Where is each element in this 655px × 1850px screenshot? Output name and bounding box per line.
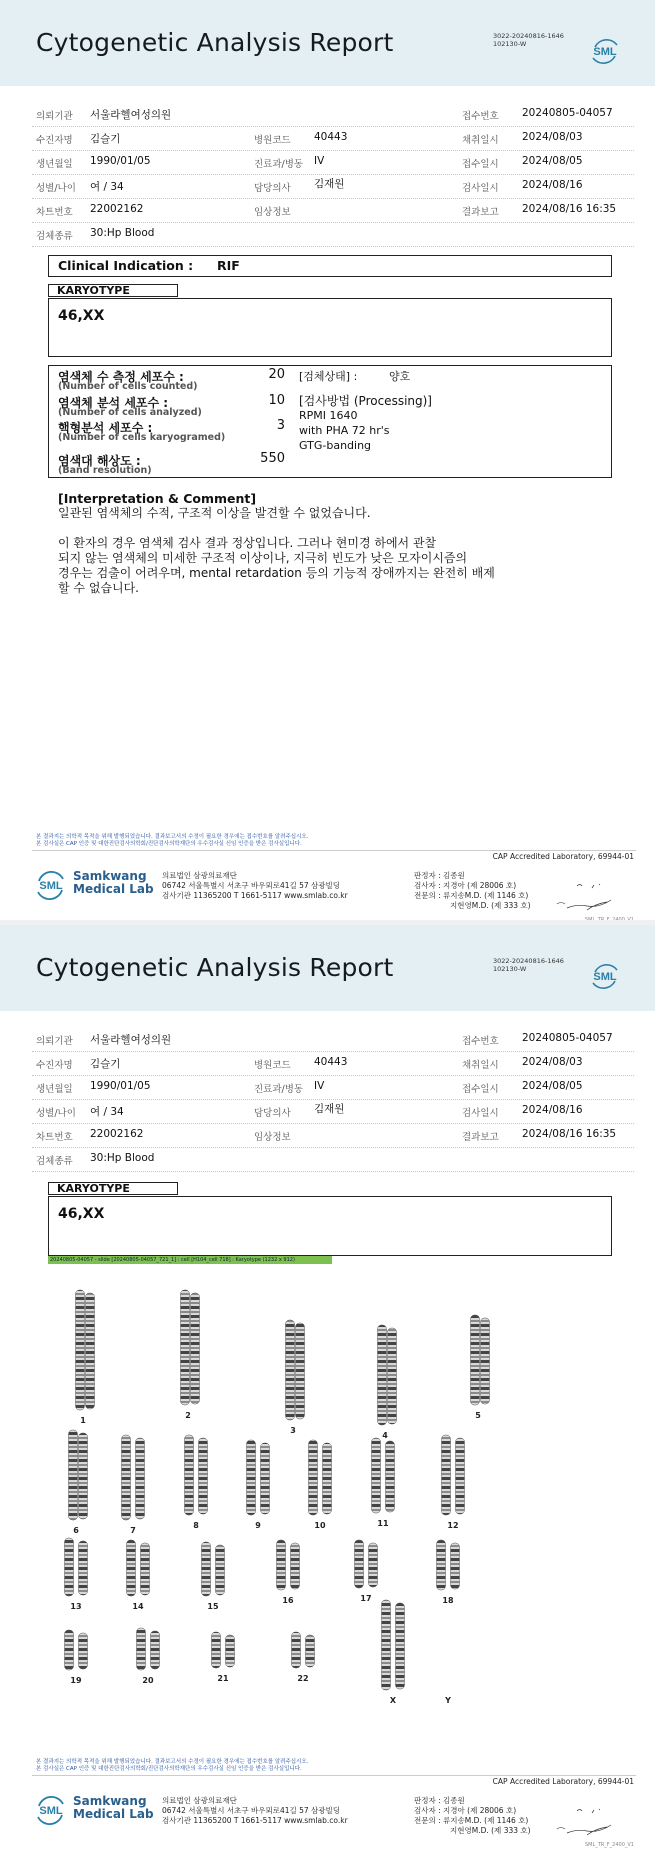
lab-address <box>162 1796 348 1826</box>
chromosome-pair-15 <box>202 1542 225 1596</box>
chromosome-label: 3 <box>290 1426 296 1435</box>
chromosome <box>261 1443 270 1514</box>
specimen-label: 검체종류 <box>36 231 73 242</box>
chromosome-pair-16 <box>277 1540 300 1590</box>
chromosome-pair-7 <box>122 1435 145 1520</box>
staff-line: 전문의 : 류지송M.D. (제 1146 호) <box>414 1816 529 1825</box>
dept-label: 진료과/병동 <box>254 1084 304 1095</box>
accession-label: 접수번호 <box>462 111 499 122</box>
chromosome-label: 21 <box>217 1674 229 1683</box>
reported-value: 2024/08/16 16:35 <box>522 203 617 215</box>
received-label: 접수일시 <box>462 159 499 170</box>
accession-value: 20240805-04057 <box>522 107 613 119</box>
staff-line: 지현영M.D. (제 333 호) <box>450 1826 531 1835</box>
cells-analyzed-sublabel: (Number of cells analyzed) <box>58 407 202 418</box>
dob-label: 생년월일 <box>36 1084 73 1095</box>
chromosome-label: 1 <box>80 1416 86 1425</box>
chromosome-label: 18 <box>442 1596 454 1605</box>
processing-line: with PHA 72 hr's <box>299 424 390 437</box>
hospital-code-label: 병원코드 <box>254 135 291 146</box>
svg-text:SML: SML <box>39 1805 63 1817</box>
patient-name-value: 김슬기 <box>90 1058 121 1070</box>
document-code-line: 3022-20240816-1646 <box>493 957 564 965</box>
received-label: 접수일시 <box>462 1084 499 1095</box>
chromosome-pair-9 <box>247 1440 270 1515</box>
chromosome <box>378 1325 387 1425</box>
collected-label: 채취일시 <box>462 1060 499 1071</box>
address-line: 의료법인 삼광의료재단 <box>162 1796 237 1805</box>
chromosome-pair-21 <box>212 1632 235 1668</box>
chromosome-pair-22 <box>292 1632 315 1668</box>
chromosome-pair-14 <box>127 1540 150 1596</box>
hospital-code-value: 40443 <box>314 1056 348 1068</box>
clinical-indication-label: Clinical Indication : <box>58 258 194 273</box>
karyotype-box <box>48 298 612 357</box>
report-header <box>0 0 655 86</box>
chromosome <box>388 1328 397 1424</box>
processing-line: RPMI 1640 <box>299 409 358 422</box>
report-title: Cytogenetic Analysis Report <box>36 28 394 57</box>
chromosome-label: 22 <box>297 1674 309 1683</box>
chromosome <box>309 1440 318 1515</box>
chromosome <box>151 1631 160 1669</box>
karyogram-image <box>48 1270 610 1730</box>
svg-text:SML: SML <box>593 46 617 58</box>
cells-analyzed-label: 염색체 분석 세포수 : <box>58 396 169 410</box>
chromosome-pair-10 <box>309 1440 332 1515</box>
chromosome <box>212 1632 221 1668</box>
info-row <box>32 199 634 223</box>
collected-value: 2024/08/03 <box>522 131 583 143</box>
chromosome <box>277 1540 286 1590</box>
doctor-value: 김재원 <box>314 178 345 190</box>
clinical-indication-value: RIF <box>217 258 240 273</box>
received-value: 2024/08/05 <box>522 1080 583 1092</box>
clinical-info-label: 임상정보 <box>254 1132 291 1143</box>
institution-label: 의뢰기관 <box>36 111 73 122</box>
chromosome-label: 20 <box>142 1676 154 1685</box>
chromosome-label: 6 <box>73 1526 79 1535</box>
lab-name <box>73 1795 154 1821</box>
footer-note: 본 검사실은 CAP 인증 및 대한진단검사의학회/진단검사의학재단의 우수검사실 신임 인증을 받은 검사실입니다. <box>36 841 302 847</box>
chromosome <box>471 1315 480 1405</box>
chromosome-pair-18 <box>437 1540 460 1590</box>
chromosome <box>291 1543 300 1589</box>
chromosome-pair-6 <box>69 1430 88 1520</box>
chromosome <box>382 1600 391 1690</box>
document-code-line: 102130-W <box>493 40 527 48</box>
chromosome-label: 13 <box>70 1602 82 1611</box>
chart-label: 차트번호 <box>36 1132 73 1143</box>
chromosome <box>442 1435 451 1515</box>
chromosome <box>86 1293 95 1409</box>
chromosome <box>199 1438 208 1514</box>
cap-accreditation: CAP Accredited Laboratory, 69944-01 <box>492 1777 634 1786</box>
chromosome-pair-12 <box>442 1435 465 1515</box>
address-line: 06742 서울특별시 서초구 바우뫼로41길 57 삼광빌딩 <box>162 1806 341 1815</box>
info-row <box>32 127 634 151</box>
sml-logo-icon <box>589 35 621 67</box>
footer-note: 본 결과지는 의학적 목적을 위해 발행되었습니다. 결과보고서의 수정이 필요한 경우에는 접수번호를 알려주십시오. <box>36 834 309 840</box>
processing-label: [검사방법 (Processing)] <box>299 394 432 408</box>
specimen-value: 30:Hp Blood <box>90 1152 155 1164</box>
chromosome-label: 12 <box>447 1521 459 1530</box>
chromosome-label: 9 <box>255 1521 261 1530</box>
signature-icon <box>537 1803 637 1843</box>
document-code-line: 102130-W <box>493 965 527 973</box>
specimen-status-value: 양호 <box>389 370 411 383</box>
chromosome <box>386 1441 395 1512</box>
tested-value: 2024/08/16 <box>522 179 583 191</box>
chromosome-label: 16 <box>282 1596 294 1605</box>
chromosome <box>323 1443 332 1514</box>
footer-note: 본 결과지는 의학적 목적을 위해 발행되었습니다. 결과보고서의 수정이 필요한 경우에는 접수번호를 알려주십시오. <box>36 1759 309 1765</box>
chromosome-label: 7 <box>130 1526 136 1535</box>
chromosome <box>185 1435 194 1515</box>
chromosome <box>355 1540 364 1588</box>
lab-name-line: Medical Lab <box>73 1807 154 1821</box>
clinical-info-label: 임상정보 <box>254 207 291 218</box>
reported-value: 2024/08/16 16:35 <box>522 1128 617 1140</box>
staff-line: 판정자 : 김종원 <box>414 871 465 880</box>
sex-age-value: 여 / 34 <box>90 181 124 193</box>
chromosome <box>216 1545 225 1595</box>
chromosome-label: 11 <box>377 1519 389 1528</box>
cap-accreditation: CAP Accredited Laboratory, 69944-01 <box>492 852 634 861</box>
accession-value: 20240805-04057 <box>522 1032 613 1044</box>
interpretation-section <box>58 491 618 596</box>
address-line: 06742 서울특별시 서초구 바우뫼로41길 57 삼광빌딩 <box>162 881 341 890</box>
tested-value: 2024/08/16 <box>522 1104 583 1116</box>
chromosome <box>69 1430 78 1520</box>
karyotype-value: 46,XX <box>58 308 105 324</box>
chromosome-pair-20 <box>137 1628 160 1670</box>
chromosome <box>79 1633 88 1669</box>
chromosome-label: X <box>389 1696 397 1705</box>
document-code-line: 3022-20240816-1646 <box>493 32 564 40</box>
svg-text:SML: SML <box>39 880 63 892</box>
reported-label: 결과보고 <box>462 1132 499 1143</box>
chromosome <box>65 1538 74 1596</box>
chromosome <box>306 1635 315 1667</box>
specimen-status-label: [검체상태] : <box>299 370 358 383</box>
sml-lab-logo-icon <box>34 868 68 902</box>
lab-address <box>162 871 348 901</box>
chromosome-label: 4 <box>382 1431 388 1440</box>
doctor-value: 김재원 <box>314 1103 345 1115</box>
staff-line: 전문의 : 류지송M.D. (제 1146 호) <box>414 891 529 900</box>
lab-name <box>73 870 154 896</box>
info-row <box>32 1052 634 1076</box>
document-code <box>493 32 564 48</box>
karyotype-tab: KARYOTYPE <box>48 284 178 297</box>
staff-list <box>414 1796 531 1836</box>
specimen-value: 30:Hp Blood <box>90 227 155 239</box>
chromosome <box>247 1440 256 1515</box>
cells-counted-label: 염색체 수 측정 세포수 : <box>58 370 184 384</box>
tested-label: 검사일시 <box>462 183 499 194</box>
svg-text:SML: SML <box>593 971 617 983</box>
chromosome-label: Y <box>445 1696 451 1705</box>
hospital-code-value: 40443 <box>314 131 348 143</box>
chromosome-label: 8 <box>193 1521 199 1530</box>
chromosome <box>451 1543 460 1589</box>
chromosome-pair-3 <box>286 1320 305 1420</box>
patient-info-table <box>32 103 634 247</box>
cells-karyogramed-label: 핵형분석 세포수 : <box>58 421 153 435</box>
chromosome <box>456 1438 465 1514</box>
address-line: 검사기관 11365200 T 1661-5117 www.smlab.co.kr <box>162 891 348 900</box>
sex-age-value: 여 / 34 <box>90 1106 124 1118</box>
cells-analyzed-value: 10 <box>268 393 285 408</box>
collected-label: 채취일시 <box>462 135 499 146</box>
chromosome <box>296 1323 305 1419</box>
chromosome <box>122 1435 131 1520</box>
info-row <box>32 175 634 199</box>
chromosome <box>141 1543 150 1595</box>
karyotype-value: 46,XX <box>58 1206 105 1222</box>
chromosome-pair-1 <box>76 1290 95 1410</box>
hospital-code-label: 병원코드 <box>254 1060 291 1071</box>
cells-karyogramed-sublabel: (Number of cells karyogramed) <box>58 432 226 443</box>
chromosome-label: 5 <box>475 1411 481 1420</box>
chromosome-label: 10 <box>314 1521 326 1530</box>
dob-value: 1990/01/05 <box>90 1080 151 1092</box>
report-footer <box>32 834 636 925</box>
band-resolution-value: 550 <box>260 451 285 466</box>
chromosome <box>396 1603 405 1689</box>
clinical-indication-box <box>48 255 612 277</box>
cells-karyogramed-value: 3 <box>276 418 285 433</box>
chromosome <box>65 1630 74 1670</box>
received-value: 2024/08/05 <box>522 155 583 167</box>
chromosome-pair-13 <box>65 1538 88 1596</box>
signature-icon <box>537 878 637 918</box>
dept-label: 진료과/병동 <box>254 159 304 170</box>
document-code <box>493 957 564 973</box>
report-header <box>0 925 655 1011</box>
institution-value: 서울라헬여성의원 <box>90 1034 172 1046</box>
info-row <box>32 1100 634 1124</box>
karyotype-tab: KARYOTYPE <box>48 1182 178 1195</box>
patient-name-value: 김슬기 <box>90 133 121 145</box>
sml-lab-logo-icon <box>34 1793 68 1827</box>
patient-name-label: 수진자명 <box>36 135 73 146</box>
lab-name-line: Samkwang <box>73 869 147 883</box>
band-resolution-sublabel: (Band resolution) <box>58 465 152 476</box>
dept-value: IV <box>314 155 325 167</box>
report-footer <box>32 1759 636 1850</box>
karyotype-box <box>48 1196 612 1256</box>
specimen-label: 검체종류 <box>36 1156 73 1167</box>
accession-label: 접수번호 <box>462 1036 499 1047</box>
tested-label: 검사일시 <box>462 1108 499 1119</box>
chromosome-label: 19 <box>70 1676 82 1685</box>
doctor-label: 담당의사 <box>254 1108 291 1119</box>
chromosome <box>79 1541 88 1595</box>
cell-statistics-box <box>48 365 612 478</box>
address-line: 의료법인 삼광의료재단 <box>162 871 237 880</box>
interpretation-line: 할 수 없습니다. <box>58 581 139 595</box>
chromosome-pair-11 <box>372 1438 395 1513</box>
chromosome <box>79 1433 88 1519</box>
cells-counted-value: 20 <box>268 367 285 382</box>
chromosome-label: 17 <box>360 1594 372 1603</box>
interpretation-line: 이 환자의 경우 염색체 검사 결과 정상입니다. 그러나 현미경 하에서 관찰 <box>58 536 437 550</box>
patient-info-table <box>32 1028 634 1172</box>
chromosome <box>137 1628 146 1670</box>
chromosome-pair-2 <box>181 1290 200 1405</box>
chromosome <box>127 1540 136 1596</box>
chromosome-pair-17 <box>355 1540 378 1588</box>
patient-name-label: 수진자명 <box>36 1060 73 1071</box>
lab-name-line: Medical Lab <box>73 882 154 896</box>
dob-value: 1990/01/05 <box>90 155 151 167</box>
chromosome-pair-4 <box>378 1325 397 1425</box>
info-row <box>32 223 634 247</box>
karyogram-caption: 20240805-04057 - slide [20240805-04057_721_1] : cell [H104_cell 718] : Karyotype (1232 x 912) <box>48 1256 332 1264</box>
staff-line: 지현영M.D. (제 333 호) <box>450 901 531 910</box>
interpretation-line: 경우는 검출이 어려우며, mental retardation 등의 기능적 장애까지는 완전히 배제 <box>58 566 495 580</box>
footer-note: 본 검사실은 CAP 인증 및 대한진단검사의학회/진단검사의학재단의 우수검사실 신임 인증을 받은 검사실입니다. <box>36 1766 302 1772</box>
chromosome <box>481 1318 490 1404</box>
info-row <box>32 103 634 127</box>
interpretation-heading: [Interpretation & Comment] <box>58 491 257 506</box>
chromosome <box>437 1540 446 1590</box>
interpretation-line: 되지 않는 염색체의 미세한 구조적 이상이나, 지극히 빈도가 낮은 모자이시즘의 <box>58 551 468 565</box>
info-row <box>32 1076 634 1100</box>
sex-age-label: 성별/나이 <box>36 1108 76 1119</box>
info-row <box>32 151 634 175</box>
chromosome <box>191 1293 200 1404</box>
chromosome-pair-5 <box>471 1315 490 1405</box>
report-title: Cytogenetic Analysis Report <box>36 953 394 982</box>
dob-label: 생년월일 <box>36 159 73 170</box>
chromosome <box>369 1543 378 1587</box>
info-row <box>32 1148 634 1172</box>
reported-label: 결과보고 <box>462 207 499 218</box>
chromosome-pair-X <box>382 1600 405 1690</box>
chart-label: 차트번호 <box>36 207 73 218</box>
chromosome <box>76 1290 85 1410</box>
info-row <box>32 1028 634 1052</box>
staff-line: 검사자 : 지경아 (제 28006 호) <box>414 881 517 890</box>
band-resolution-label: 염색대 해상도 : <box>58 454 141 468</box>
chromosome <box>136 1438 145 1519</box>
sml-logo-icon <box>589 960 621 992</box>
chromosome-label: 15 <box>207 1602 219 1611</box>
chromosome <box>181 1290 190 1405</box>
dept-value: IV <box>314 1080 325 1092</box>
chromosome-label: 2 <box>185 1411 191 1420</box>
staff-list <box>414 871 531 911</box>
lab-name-line: Samkwang <box>73 1794 147 1808</box>
chromosome <box>286 1320 295 1420</box>
chart-value: 22002162 <box>90 1128 144 1140</box>
chart-value: 22002162 <box>90 203 144 215</box>
processing-line: GTG-banding <box>299 439 372 452</box>
doctor-label: 담당의사 <box>254 183 291 194</box>
chromosome <box>292 1632 301 1668</box>
address-line: 검사기관 11365200 T 1661-5117 www.smlab.co.kr <box>162 1816 348 1825</box>
staff-line: 판정자 : 김종원 <box>414 1796 465 1805</box>
staff-line: 검사자 : 지경아 (제 28006 호) <box>414 1806 517 1815</box>
chromosome-pair-8 <box>185 1435 208 1515</box>
interpretation-line: 일관된 염색체의 수적, 구조적 이상을 발견할 수 없었습니다. <box>58 506 371 520</box>
chromosome-label: 14 <box>132 1602 144 1611</box>
chromosome-pair-19 <box>65 1630 88 1670</box>
cells-counted-sublabel: (Number of cells counted) <box>58 381 198 392</box>
chromosome <box>226 1635 235 1667</box>
collected-value: 2024/08/03 <box>522 1056 583 1068</box>
chromosome <box>372 1438 381 1513</box>
institution-label: 의뢰기관 <box>36 1036 73 1047</box>
sex-age-label: 성별/나이 <box>36 183 76 194</box>
info-row <box>32 1124 634 1148</box>
form-code: SML_TR_F_2400_V1 <box>584 1842 634 1848</box>
institution-value: 서울라헬여성의원 <box>90 109 172 121</box>
chromosome <box>202 1542 211 1596</box>
